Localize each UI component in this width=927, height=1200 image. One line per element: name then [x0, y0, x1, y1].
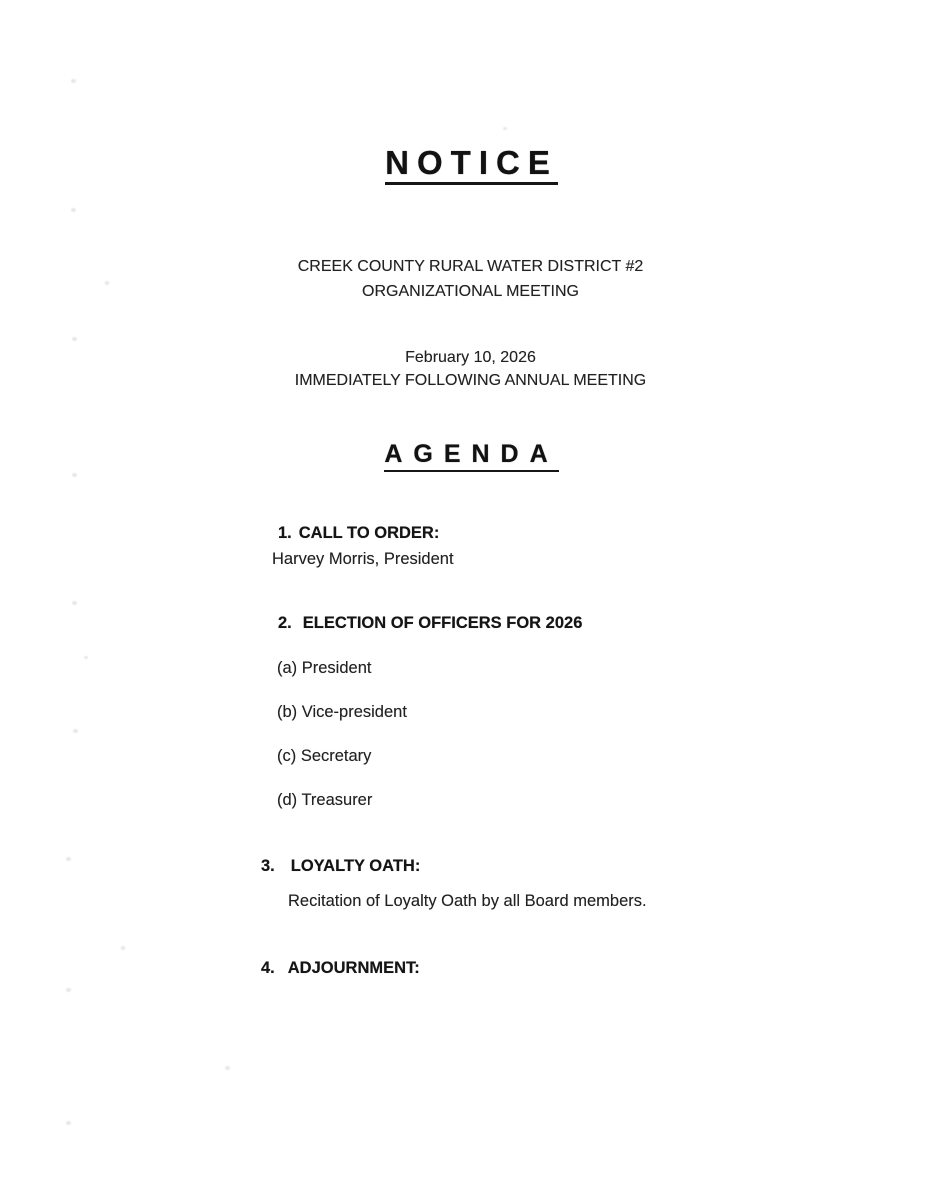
- agenda-item-3-heading: [261, 857, 420, 877]
- agenda-item-4-heading: [261, 959, 420, 979]
- agenda-subitem-c: (c) Secretary: [277, 747, 372, 765]
- agenda-item-3-number: 3.: [261, 857, 275, 875]
- agenda-heading: AGENDA: [384, 441, 558, 472]
- agenda-item-1-label: CALL TO ORDER:: [298, 524, 440, 542]
- scan-speck: [121, 946, 125, 950]
- scan-speck: [72, 601, 77, 605]
- date-block: [7, 346, 927, 392]
- meeting-date-line: February 10, 2026: [405, 349, 536, 366]
- meeting-timing-line: IMMEDIATELY FOLLOWING ANNUAL MEETING: [294, 372, 647, 389]
- scan-speck: [72, 473, 77, 477]
- scan-speck: [225, 1066, 230, 1070]
- scan-speck: [71, 79, 76, 83]
- notice-title: NOTICE: [385, 146, 558, 185]
- agenda-item-1-number: 1.: [278, 524, 292, 542]
- scan-speck: [71, 208, 76, 212]
- scan-speck: [66, 1121, 71, 1125]
- agenda-item-4-label: ADJOURNMENT:: [287, 959, 420, 977]
- agenda-item-2-label: ELECTION OF OFFICERS FOR 2026: [302, 614, 583, 632]
- agenda-subitem-d: (d) Treasurer: [277, 791, 373, 809]
- scan-speck: [84, 656, 88, 659]
- scan-speck: [72, 337, 77, 341]
- agenda-item-1-detail: Harvey Morris, President: [272, 550, 454, 568]
- notice-title-row: [0, 146, 927, 185]
- agenda-item-2-number: 2.: [278, 614, 292, 632]
- scan-speck: [66, 988, 71, 992]
- scan-speck: [503, 127, 507, 130]
- org-name-line: CREEK COUNTY RURAL WATER DISTRICT #2: [297, 258, 644, 275]
- agenda-subitem-a: (a) President: [277, 659, 372, 677]
- scan-speck: [66, 857, 71, 861]
- agenda-heading-row: [0, 441, 927, 472]
- agenda-item-3-detail: Recitation of Loyalty Oath by all Board members.: [288, 892, 647, 910]
- meeting-type-line: ORGANIZATIONAL MEETING: [362, 283, 579, 300]
- scan-speck: [73, 729, 78, 733]
- scan-speck: [105, 281, 109, 285]
- agenda-item-1-heading: [278, 524, 439, 544]
- agenda-subitem-b: (b) Vice-president: [277, 703, 407, 721]
- agenda-item-2-heading: [278, 614, 582, 634]
- agenda-item-4-number: 4.: [261, 959, 275, 977]
- org-header-block: [7, 254, 927, 304]
- agenda-item-3-label: LOYALTY OATH:: [290, 857, 421, 875]
